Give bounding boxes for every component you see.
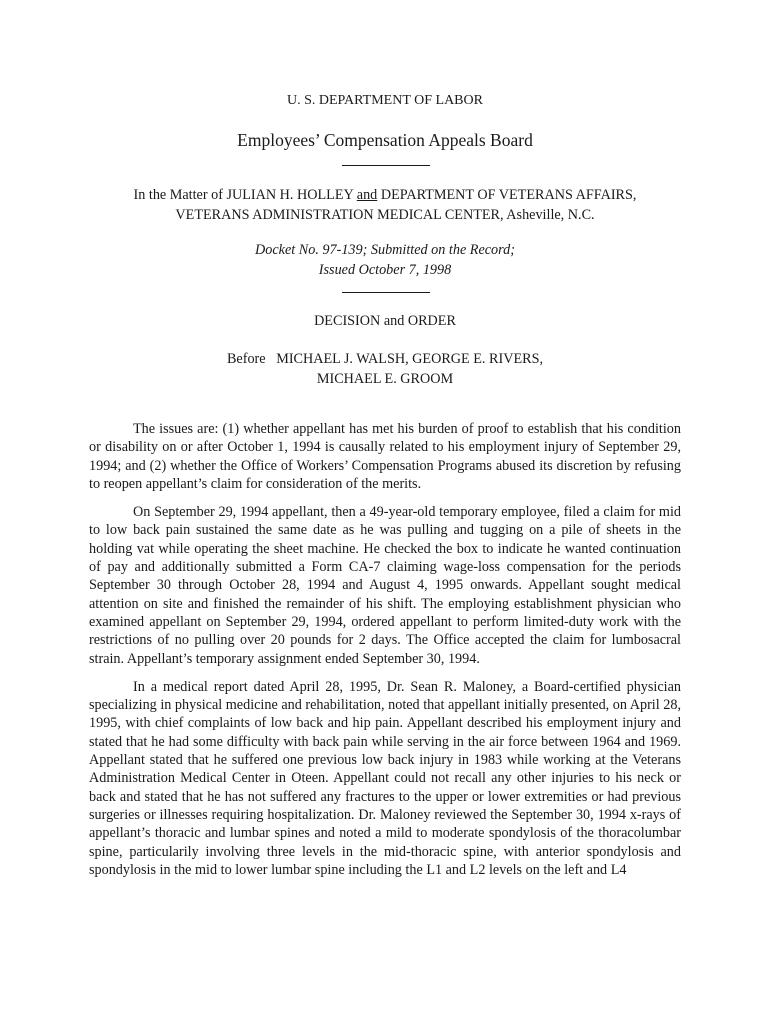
paragraph: The issues are: (1) whether appellant has met his burden of proof to establish that his condition or disability on or after October 1, 1994 is causally related to his employment injury of September 29, 1994; and (2) whether the Office of Workers’ Compensation Programs abused its discretion by refusing to reopen appellant’s claim for consideration of the merits. (89, 421, 681, 492)
docket-line-2: Issued October 7, 1998 (318, 262, 452, 278)
panel-line-1: Before MICHAEL J. WALSH, GEORGE E. RIVERS, (226, 351, 544, 367)
docket-line-1: Docket No. 97-139; Submitted on the Record; (255, 242, 515, 258)
caption-appellant: In the Matter of JULIAN H. HOLLEY (133, 187, 354, 203)
decision-title: DECISION and ORDER (314, 313, 456, 329)
paragraph: On September 29, 1994 appellant, then a 49-year-old temporary employee, filed a claim for mid to low back pain sustained the same date as he was pulling and tugging on a pile of sheets in the holding vat while operating the sheet machine. He checked the box to indicate he wanted continuation of pay and additionally submitted a Form CA-7 claiming wage-loss compensation for the periods September 30 through October 28, 1994 and August 4, 1995 onwards. Appellant sought medical attention on site and finished the remainder of his shift. The employing establishment physician who examined appellant on September 29, 1994, ordered appellant to perform limited-duty work with the restrictions of no pulling over 20 pounds for 2 days. The Office accepted the claim for lumbosacral strain. Appellant’s temporary assignment ended September 30, 1994. (89, 504, 681, 667)
board-title: Employees’ Compensation Appeals Board (237, 130, 533, 150)
divider-rule (342, 165, 430, 166)
panel-line-2: MICHAEL E. GROOM (316, 371, 454, 387)
paragraph: In a medical report dated April 28, 1995, Dr. Sean R. Maloney, a Board-certified physician specializing in physical medicine and rehabilitation, noted that appellant initially presented, on April 28, 1995, with chief complaints of low back and hip pain. Appellant described his employment injury and stated that he had some difficulty with back pain while serving in the air force between 1964 and 1969. Appellant stated that he suffered one previous low back injury in 1983 while working at the Veterans Administration Medical Center in Oteen. Appellant could not recall any other injuries to his neck or back and stated that he has not suffered any fractures to the upper or lower extremities or had previous surgeries or illnesses requiring hospitalization. Dr. Maloney reviewed the September 30, 1994 x-rays of appellant’s thoracic and lumbar spines and noted a mild to moderate spondylosis of the thoracolumbar spine, particularily involving three levels in the mid-thoracic spine, with anterior spondylosis and spondylosis in the mid to lower lumbar spine including the L1 and L2 levels on the left and L4 (89, 678, 681, 878)
case-caption-line-1 (60, 185, 710, 205)
caption-agency: DEPARTMENT OF VETERANS AFFAIRS, (380, 187, 637, 203)
panel-members (0, 349, 770, 389)
caption-and: and (356, 187, 378, 203)
agency-name: U. S. DEPARTMENT OF LABOR (287, 93, 483, 108)
case-caption-line-2: VETERANS ADMINISTRATION MEDICAL CENTER, Asheville, N.C. (175, 207, 595, 223)
opinion-body (89, 420, 681, 889)
docket-info (0, 240, 770, 280)
divider-rule (342, 292, 430, 293)
case-caption (60, 185, 710, 225)
